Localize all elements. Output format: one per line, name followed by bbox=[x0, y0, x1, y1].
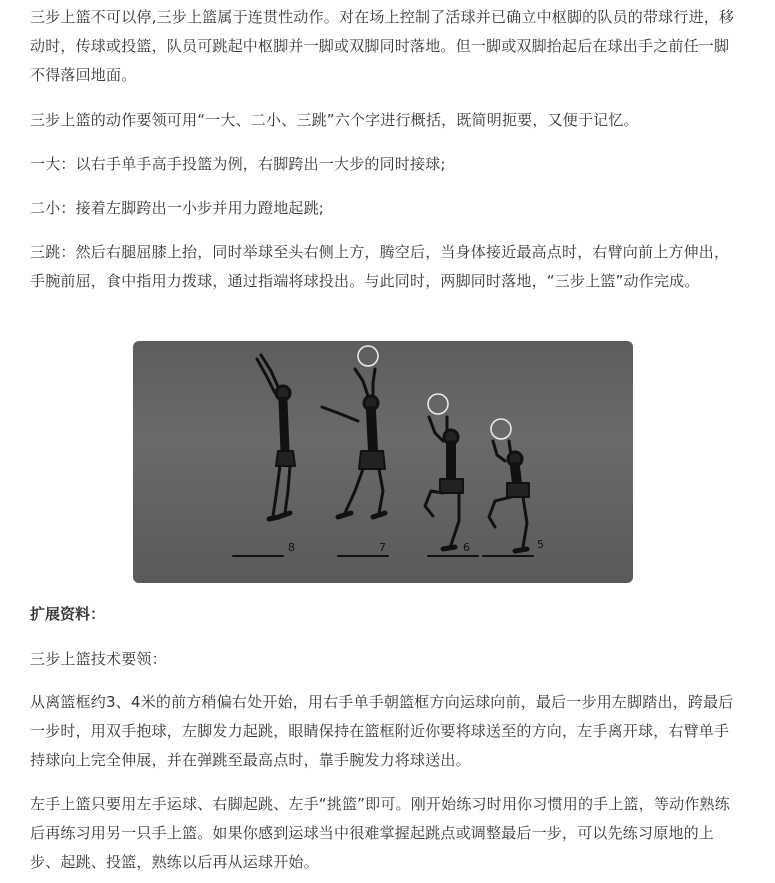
player-figure-8 bbox=[257, 355, 295, 519]
paragraph-summary: 三步上篮的动作要领可用“一大、二小、三跳”六个字进行概括，既简明扼要，又便于记忆。 bbox=[30, 111, 639, 129]
paragraph-intro: 三步上篮不可以停,三步上篮属于连贯性动作。对在场上控制了活球并已确立中枢脚的队员的带球行进，移动时，传球或投篮，队员可跳起中枢脚并一脚或双脚同时落地。但一脚或双脚抬起后在球出手之前任一脚不得落回地面。 bbox=[30, 8, 735, 84]
paragraph-step-one: 一大：以右手单手高手投篮为例，右脚跨出一大步的同时接球; bbox=[30, 155, 446, 173]
extended-paragraph-one: 从离篮框约3、4米的前方稍偏右处开始，用右手单手朝篮框方向运球向前，最后一步用左脚踏出，跨最后一步时，用双手抱球，左脚发力起跳，眼睛保持在篮框附近你要将球送至的方向，左手离开球，右臂单手持球向上完全伸展，并在弹跳至最高点时，靠手腕发力将球送出。 bbox=[30, 693, 734, 769]
extended-subheading: 三步上篮技术要领： bbox=[30, 650, 167, 668]
extended-paragraph-two: 左手上篮只要用左手运球、右脚起跳、左手“挑篮”即可。刚开始练习时用你习惯用的手上篮，等动作熟练后再练习用另一只手上篮。如果你感到运球当中很难掌握起跳点或调整最后一步，可以先练习原地的上步、起跳、投篮，熟练以后再从运球开始。 bbox=[30, 795, 730, 871]
layup-sequence-drawing bbox=[133, 341, 633, 583]
paragraph-step-two: 二小：接着左脚跨出一小步并用力蹬地起跳; bbox=[30, 199, 325, 217]
extended-heading: 扩展资料： bbox=[30, 605, 106, 623]
player-figure-7 bbox=[322, 346, 385, 517]
frame-number-7: 7 bbox=[379, 541, 386, 554]
frame-number-8: 8 bbox=[288, 541, 295, 554]
frame-number-5: 5 bbox=[537, 538, 544, 551]
paragraph-step-three: 三跳：然后右腿屈膝上抬，同时举球至头右侧上方，腾空后，当身体接近最高点时，右臂向前上方伸出，手腕前屈，食中指用力拨球，通过指端将球投出。与此同时，两脚同时落地，“三步上篮”动作完成。 bbox=[30, 243, 730, 290]
player-figure-6 bbox=[425, 394, 463, 549]
player-figure-5 bbox=[489, 419, 529, 551]
frame-number-6: 6 bbox=[463, 541, 470, 554]
layup-illustration[interactable] bbox=[133, 341, 633, 583]
